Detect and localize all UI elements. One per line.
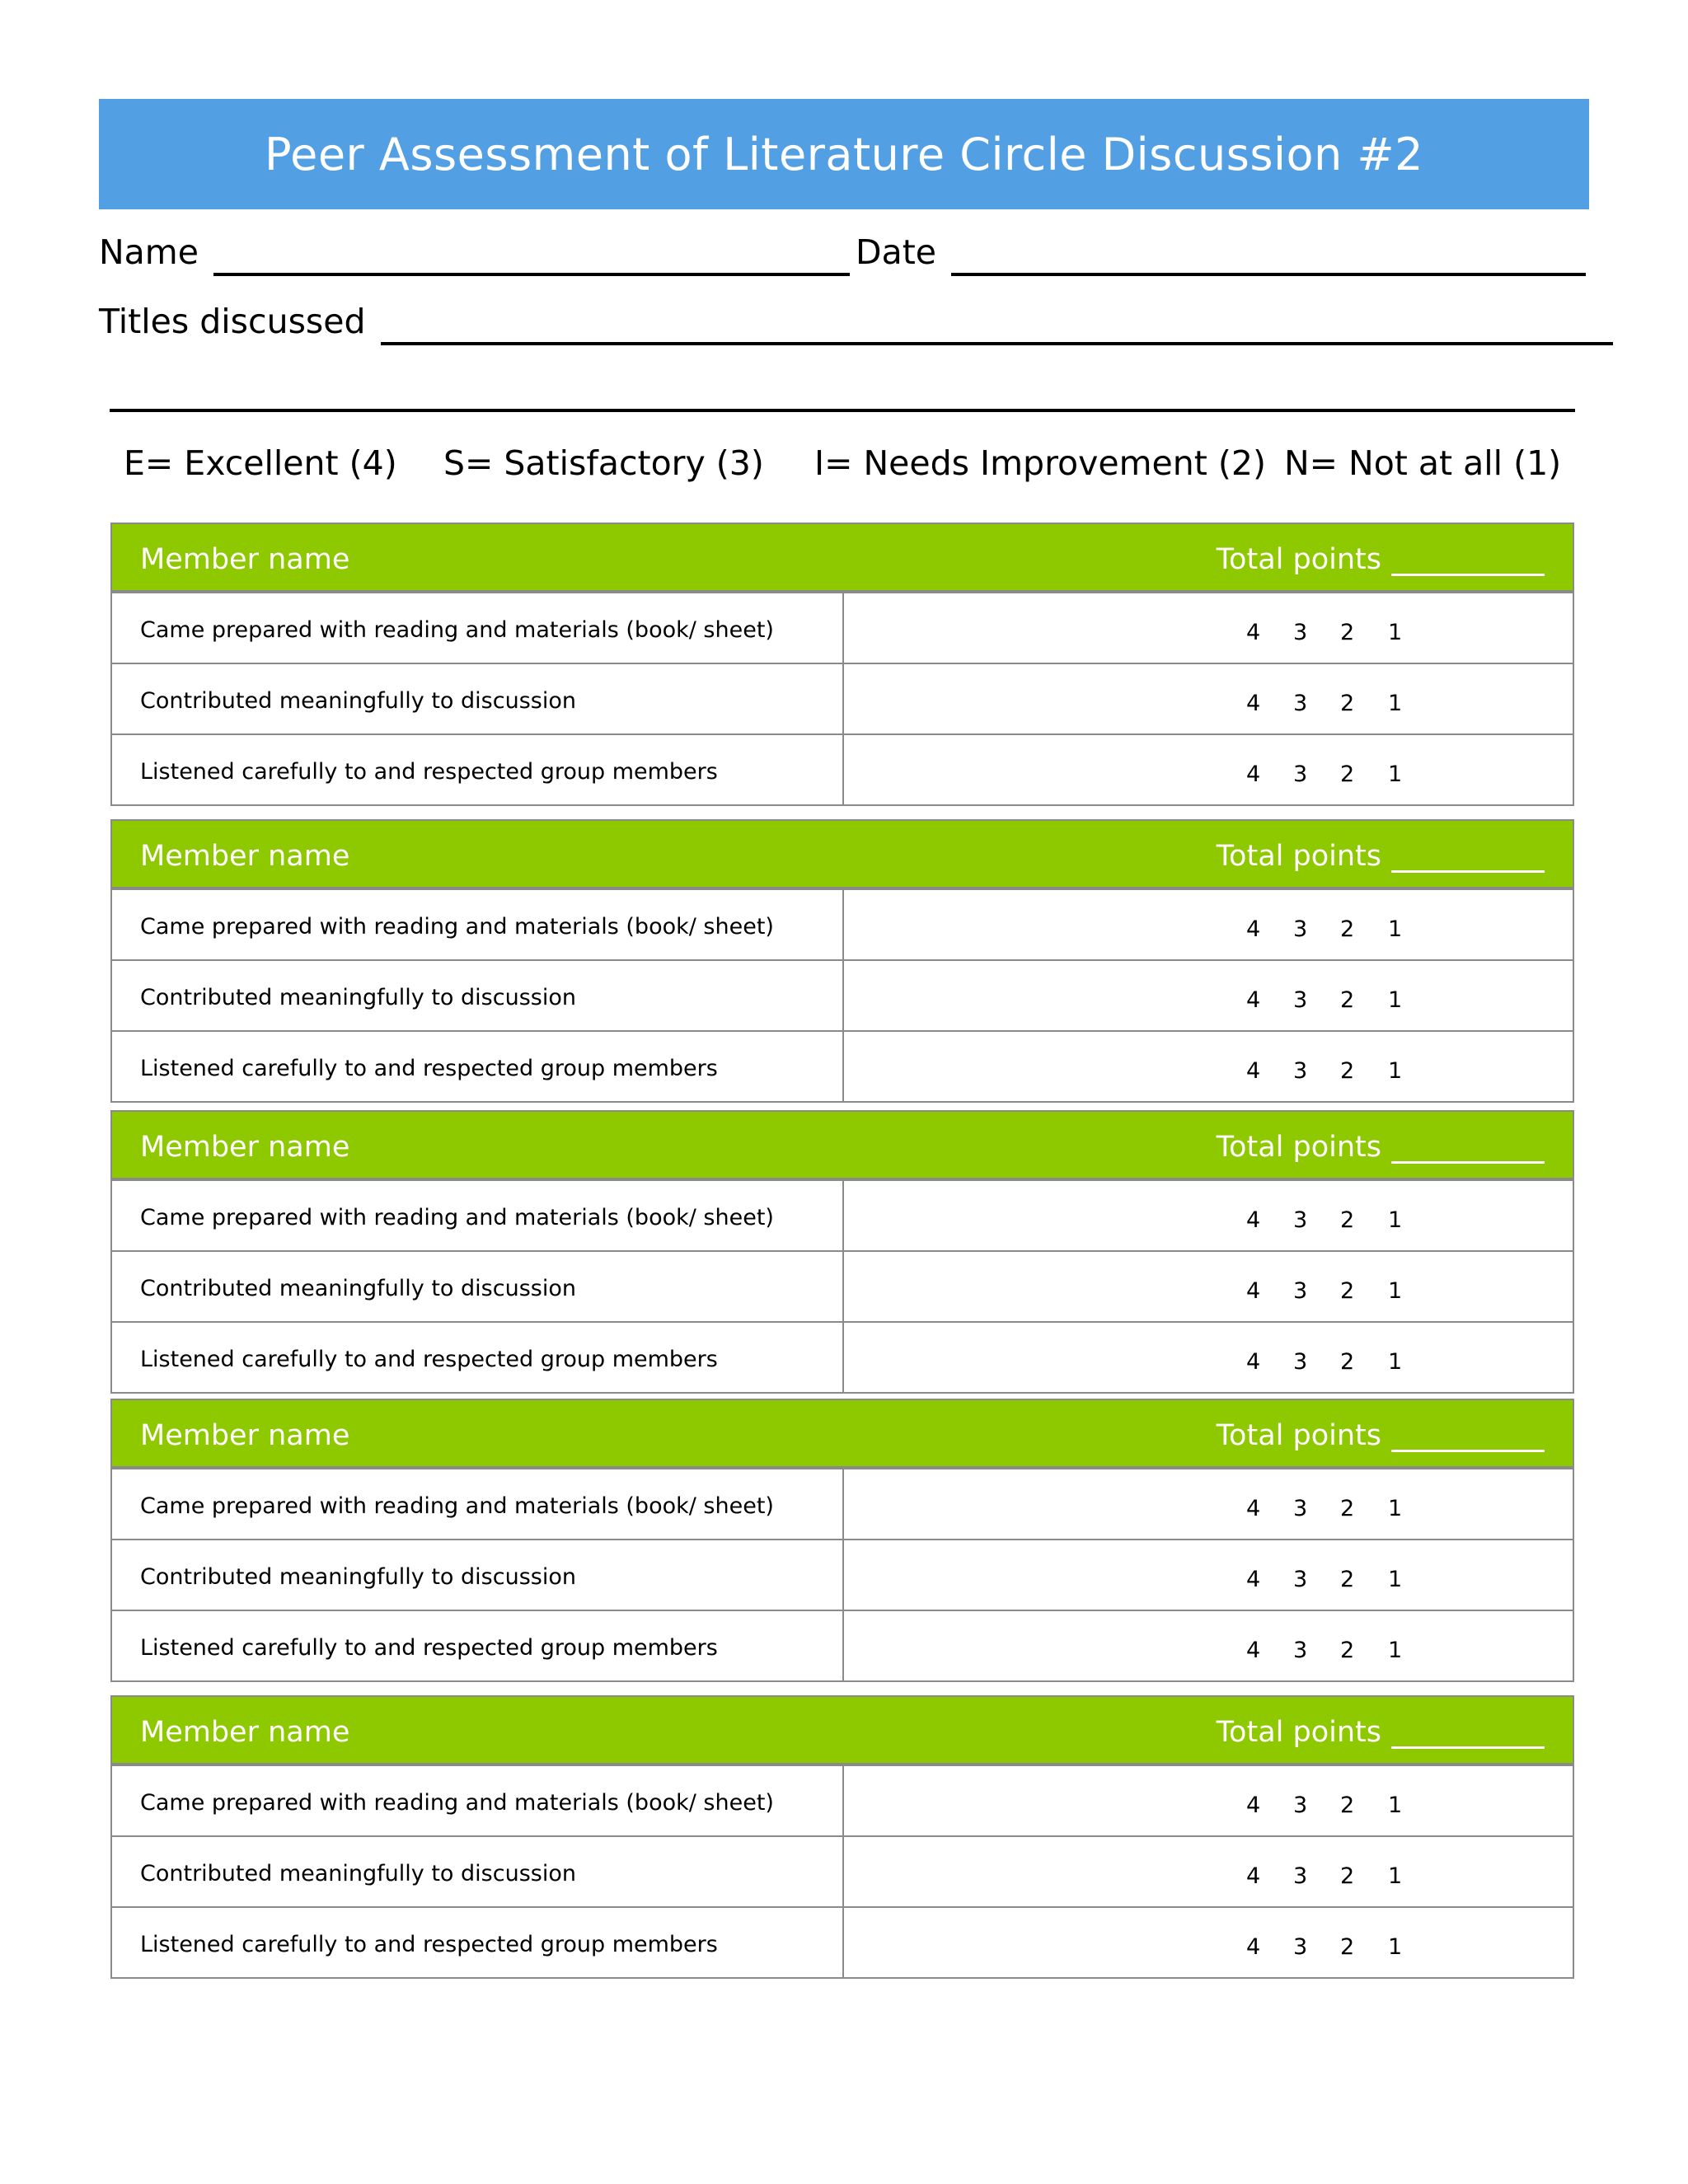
- rating-4[interactable]: 4: [1246, 1058, 1261, 1084]
- rating-scale: [844, 1252, 1573, 1321]
- rating-3[interactable]: 3: [1293, 1058, 1308, 1084]
- member-header: [112, 1112, 1573, 1179]
- rating-2[interactable]: 2: [1340, 987, 1355, 1013]
- criterion-label: Contributed meaningfully to discussion: [112, 1837, 844, 1906]
- rating-1[interactable]: 1: [1388, 1058, 1403, 1084]
- rating-4[interactable]: 4: [1246, 1863, 1261, 1889]
- name-input-line[interactable]: [213, 240, 850, 276]
- rating-2[interactable]: 2: [1340, 916, 1355, 942]
- table-row: [112, 959, 1573, 1030]
- rating-scale: [844, 735, 1573, 804]
- titles-field: [99, 302, 1613, 345]
- date-label: Date: [856, 232, 936, 272]
- legend-satisfactory: S= Satisfactory (3): [443, 443, 764, 483]
- table-row: [112, 1321, 1573, 1392]
- member-table: [110, 819, 1574, 1103]
- rating-1[interactable]: 1: [1388, 987, 1403, 1013]
- rating-1[interactable]: 1: [1388, 1278, 1403, 1304]
- rating-1[interactable]: 1: [1388, 1207, 1403, 1233]
- member-header: [112, 1697, 1573, 1765]
- total-points-line[interactable]: [1391, 1725, 1545, 1749]
- rating-2[interactable]: 2: [1340, 1863, 1355, 1889]
- rating-3[interactable]: 3: [1293, 1934, 1308, 1960]
- total-points: [1217, 1419, 1545, 1452]
- rating-1[interactable]: 1: [1388, 1638, 1403, 1663]
- table-row: [112, 1539, 1573, 1610]
- rating-2[interactable]: 2: [1340, 1638, 1355, 1663]
- rating-1[interactable]: 1: [1388, 916, 1403, 942]
- total-points-label: Total points: [1216, 1131, 1381, 1164]
- member-table: [110, 1399, 1574, 1682]
- rating-4[interactable]: 4: [1246, 1638, 1261, 1663]
- rating-1[interactable]: 1: [1388, 691, 1403, 716]
- criterion-label: Listened carefully to and respected group members: [112, 735, 844, 804]
- rating-2[interactable]: 2: [1340, 691, 1355, 716]
- rating-3[interactable]: 3: [1293, 691, 1308, 716]
- criterion-label: Came prepared with reading and materials (book/ sheet): [112, 890, 844, 959]
- table-row: [112, 1765, 1573, 1835]
- member-name-label[interactable]: Member name: [140, 1131, 350, 1164]
- member-name-label[interactable]: Member name: [140, 1716, 350, 1749]
- rating-scale: [844, 1181, 1573, 1250]
- criterion-label: Listened carefully to and respected group members: [112, 1611, 844, 1680]
- member-name-label[interactable]: Member name: [140, 1419, 350, 1452]
- member-header: [112, 821, 1573, 888]
- rating-scale: [844, 961, 1573, 1030]
- criterion-label: Listened carefully to and respected group members: [112, 1323, 844, 1392]
- total-points-line[interactable]: [1391, 849, 1545, 873]
- rating-1[interactable]: 1: [1388, 762, 1403, 787]
- rating-scale: [844, 1032, 1573, 1101]
- rating-4[interactable]: 4: [1246, 1496, 1261, 1521]
- rating-2[interactable]: 2: [1340, 1567, 1355, 1592]
- rating-scale: [844, 1908, 1573, 1977]
- rating-2[interactable]: 2: [1340, 1496, 1355, 1521]
- table-row: [112, 1906, 1573, 1977]
- criterion-label: Came prepared with reading and materials (book/ sheet): [112, 1469, 844, 1539]
- table-row: [112, 1030, 1573, 1101]
- table-row: [112, 1468, 1573, 1539]
- rating-scale: [844, 1611, 1573, 1680]
- rating-scale: [844, 664, 1573, 733]
- rating-3[interactable]: 3: [1293, 1496, 1308, 1521]
- rating-4[interactable]: 4: [1246, 916, 1261, 942]
- rating-1[interactable]: 1: [1388, 620, 1403, 645]
- table-row: [112, 1610, 1573, 1680]
- total-points-label: Total points: [1216, 1716, 1381, 1749]
- legend-needs-improvement: I= Needs Improvement (2): [814, 443, 1266, 483]
- legend-excellent: E= Excellent (4): [124, 443, 397, 483]
- total-points: [1217, 1716, 1545, 1749]
- rating-3[interactable]: 3: [1293, 916, 1308, 942]
- member-table: [110, 523, 1574, 806]
- table-row: [112, 733, 1573, 804]
- total-points-line[interactable]: [1391, 1140, 1545, 1164]
- rating-scale: [844, 1469, 1573, 1539]
- member-table: [110, 1110, 1574, 1394]
- rating-3[interactable]: 3: [1293, 1349, 1308, 1375]
- name-label: Name: [99, 232, 199, 272]
- table-row: [112, 888, 1573, 959]
- rating-4[interactable]: 4: [1246, 987, 1261, 1013]
- total-points: [1217, 543, 1545, 576]
- rating-1[interactable]: 1: [1388, 1567, 1403, 1592]
- rating-3[interactable]: 3: [1293, 1567, 1308, 1592]
- title-banner: [99, 99, 1589, 209]
- rating-1[interactable]: 1: [1388, 1496, 1403, 1521]
- rating-3[interactable]: 3: [1293, 1793, 1308, 1818]
- member-name-label[interactable]: Member name: [140, 840, 350, 873]
- criterion-label: Contributed meaningfully to discussion: [112, 664, 844, 733]
- legend-not-at-all: N= Not at all (1): [1284, 443, 1562, 483]
- rating-4[interactable]: 4: [1246, 762, 1261, 787]
- rating-4[interactable]: 4: [1246, 1278, 1261, 1304]
- page-title: Peer Assessment of Literature Circle Discussion #2: [264, 128, 1424, 180]
- rating-scale: [844, 1323, 1573, 1392]
- rating-3[interactable]: 3: [1293, 1278, 1308, 1304]
- titles-input-line[interactable]: [381, 309, 1613, 345]
- total-points-label: Total points: [1216, 840, 1381, 873]
- rating-scale: [844, 593, 1573, 663]
- rating-4[interactable]: 4: [1246, 1934, 1261, 1960]
- rating-scale: [844, 1766, 1573, 1835]
- total-points-line[interactable]: [1391, 1428, 1545, 1452]
- table-row: [112, 1250, 1573, 1321]
- rating-4[interactable]: 4: [1246, 1793, 1261, 1818]
- criterion-label: Listened carefully to and respected group members: [112, 1032, 844, 1101]
- member-header: [112, 1400, 1573, 1468]
- rating-scale: [844, 890, 1573, 959]
- rating-3[interactable]: 3: [1293, 1207, 1308, 1233]
- name-field: [99, 232, 850, 276]
- rating-4[interactable]: 4: [1246, 1349, 1261, 1375]
- rating-1[interactable]: 1: [1388, 1863, 1403, 1889]
- rating-2[interactable]: 2: [1340, 1278, 1355, 1304]
- rating-2[interactable]: 2: [1340, 1934, 1355, 1960]
- rating-4[interactable]: 4: [1246, 1567, 1261, 1592]
- total-points: [1217, 1131, 1545, 1164]
- rating-3[interactable]: 3: [1293, 987, 1308, 1013]
- total-points-label: Total points: [1216, 543, 1381, 576]
- rating-3[interactable]: 3: [1293, 762, 1308, 787]
- member-table: [110, 1695, 1574, 1979]
- titles-second-line[interactable]: [110, 409, 1575, 412]
- rating-2[interactable]: 2: [1340, 1058, 1355, 1084]
- member-header: [112, 524, 1573, 592]
- table-row: [112, 592, 1573, 663]
- rating-4[interactable]: 4: [1246, 620, 1261, 645]
- criterion-label: Came prepared with reading and materials (book/ sheet): [112, 1766, 844, 1835]
- criterion-label: Contributed meaningfully to discussion: [112, 961, 844, 1030]
- rating-4[interactable]: 4: [1246, 691, 1261, 716]
- criterion-label: Contributed meaningfully to discussion: [112, 1252, 844, 1321]
- criterion-label: Came prepared with reading and materials (book/ sheet): [112, 593, 844, 663]
- rating-2[interactable]: 2: [1340, 1793, 1355, 1818]
- rating-3[interactable]: 3: [1293, 1863, 1308, 1889]
- date-input-line[interactable]: [951, 240, 1586, 276]
- criterion-label: Listened carefully to and respected group members: [112, 1908, 844, 1977]
- criterion-label: Came prepared with reading and materials (book/ sheet): [112, 1181, 844, 1250]
- table-row: [112, 663, 1573, 733]
- rating-1[interactable]: 1: [1388, 1349, 1403, 1375]
- rating-3[interactable]: 3: [1293, 620, 1308, 645]
- table-row: [112, 1835, 1573, 1906]
- total-points: [1217, 840, 1545, 873]
- rating-2[interactable]: 2: [1340, 1207, 1355, 1233]
- criterion-label: Contributed meaningfully to discussion: [112, 1540, 844, 1610]
- rating-2[interactable]: 2: [1340, 620, 1355, 645]
- total-points-label: Total points: [1216, 1419, 1381, 1452]
- rating-4[interactable]: 4: [1246, 1207, 1261, 1233]
- table-row: [112, 1179, 1573, 1250]
- rating-2[interactable]: 2: [1340, 762, 1355, 787]
- date-field: [856, 232, 1586, 276]
- rating-1[interactable]: 1: [1388, 1793, 1403, 1818]
- rating-3[interactable]: 3: [1293, 1638, 1308, 1663]
- rating-scale: [844, 1540, 1573, 1610]
- rating-scale: [844, 1837, 1573, 1906]
- rating-2[interactable]: 2: [1340, 1349, 1355, 1375]
- total-points-line[interactable]: [1391, 552, 1545, 576]
- titles-label: Titles discussed: [99, 302, 366, 341]
- rating-1[interactable]: 1: [1388, 1934, 1403, 1960]
- member-name-label[interactable]: Member name: [140, 543, 350, 576]
